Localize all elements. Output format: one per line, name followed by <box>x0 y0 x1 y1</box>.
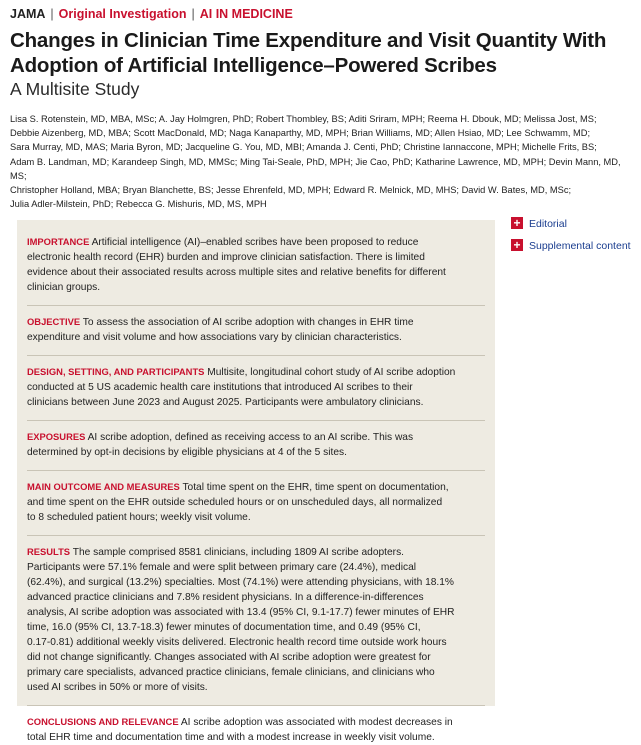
section-text: conducted at 5 US academic health care institutions that introduced AI scribes to their <box>27 382 413 393</box>
editorial-link-label: Editorial <box>529 218 567 230</box>
abstract-line <box>27 495 485 510</box>
section-text: and time spent on the EHR outside scheduled hours or on unscheduled days, all normalized <box>27 497 443 508</box>
section-divider <box>27 535 485 536</box>
author-line: Christopher Holland, MBA; Bryan Blanchette, BS; Jesse Ehrenfeld, MD, MPH; Edward R. Melnick, MD, MHS; David W. Bates, MD, MSc; <box>10 185 572 196</box>
abstract-line <box>27 650 485 665</box>
abstract-line <box>27 364 485 380</box>
section-heading: OBJECTIVE <box>27 316 81 327</box>
plus-icon: + <box>511 239 523 251</box>
section-divider <box>27 705 485 706</box>
header-separator: | <box>191 7 195 21</box>
section-text: electronic health record (EHR) burden and improve clinician satisfaction. There is limited <box>27 252 425 263</box>
author-line: Debbie Aizenberg, MD, MBA; Scott MacDonald, MD; Naga Kanaparthy, MD, MPH; Brian Williams, MD; Allen Hsiao, MD; Lee Schwamm, MD; <box>10 128 591 139</box>
section-text: Participants were 57.1% female and were split between primary care (24.4%), medical <box>27 562 417 573</box>
article-title: Changes in Clinician Time Expenditure and Visit Quantity With Adoption of Artificial Intelligence–Powered Scribes <box>10 29 607 77</box>
abstract-line <box>27 665 485 680</box>
abstract-line <box>27 560 485 575</box>
abstract-line <box>27 479 485 495</box>
abstract-section-main-outcome-and-measures <box>27 479 485 525</box>
section-text: clinician groups. <box>27 282 101 293</box>
abstract-section-results <box>27 544 485 695</box>
abstract-line <box>27 544 485 560</box>
section-text: clinicians between June 2023 and August 2025. Participants were ambulatory clinicians. <box>27 397 424 408</box>
section-text: To assess the association of AI scribe adoption with changes in EHR time <box>82 317 414 328</box>
section-text: AI scribe adoption, defined as receiving access to an AI scribe. This was <box>87 432 414 443</box>
section-text: analysis, AI scribe adoption was associated with 13.4 (95% CI, 9.1-17.7) fewer minutes of EHR <box>27 607 455 618</box>
abstract-section-objective <box>27 314 485 345</box>
abstract-line <box>27 445 485 460</box>
author-line: Julia Adler-Milstein, PhD; Rebecca G. Mishuris, MD, MS, MPH <box>10 199 267 210</box>
article-category: Original Investigation <box>58 7 187 21</box>
supplemental-link-label: Supplemental content <box>529 240 631 252</box>
section-text: used AI scribes in 50% or more of visits. <box>27 682 208 693</box>
section-divider <box>27 305 485 306</box>
section-heading: RESULTS <box>27 546 71 557</box>
abstract-line <box>27 635 485 650</box>
abstract-line <box>27 314 485 330</box>
abstract-box <box>17 220 495 743</box>
author-line: Lisa S. Rotenstein, MD, MBA, MSc; A. Jay Holmgren, PhD; Robert Thombley, BS; Aditi Sriram, MPH; Reema H. Dbouk, MD; Melissa Jost, MS; <box>10 114 597 124</box>
abstract-line <box>27 395 485 410</box>
section-text: 0.17-0.81) additional weekly visits delivered. Electronic health record time outside work hours <box>27 637 447 648</box>
abstract-line <box>27 590 485 605</box>
journal-header <box>10 6 293 22</box>
section-text: The sample comprised 8581 clinicians, including 1809 AI scribe adopters. <box>72 547 404 558</box>
section-text: Artificial intelligence (AI)–enabled scribes have been proposed to reduce <box>91 237 419 248</box>
abstract-section-importance <box>27 234 485 295</box>
section-heading: CONCLUSIONS AND RELEVANCE <box>27 716 179 727</box>
article-subtitle: A Multisite Study <box>10 79 140 99</box>
abstract-line <box>27 620 485 635</box>
author-line: Adam B. Landman, MD; Karandeep Singh, MD, MMSc; Ming Tai-Seale, PhD, MPH; Jie Cao, PhD; Katharine Lawrence, MD, MPH; Devin Mann, MD, MS; <box>10 156 621 181</box>
abstract-line <box>27 380 485 395</box>
section-text: advanced practice clinicians and 7.8% resident physicians. In a difference-in-differences <box>27 592 424 603</box>
section-text: expenditure and visit volume and how associations vary by clinician characteristics. <box>27 332 402 343</box>
section-text: Total time spent on the EHR, time spent on documentation, <box>182 482 449 493</box>
plus-icon: + <box>511 217 523 229</box>
editorial-link[interactable] <box>511 217 636 231</box>
abstract-line <box>27 714 485 730</box>
section-heading: IMPORTANCE <box>27 236 90 247</box>
abstract-line <box>27 280 485 295</box>
section-text: (62.4%), and surgical (13.2%) specialties. Most (74.1%) were attending physicians, with 18.1% <box>27 577 454 588</box>
section-text: determined by opt-in decisions by eligible physicians at 4 of the 5 sites. <box>27 447 347 458</box>
section-text: did not change significantly. Changes associated with AI scribe adoption were greatest for <box>27 652 431 663</box>
section-heading: EXPOSURES <box>27 431 86 442</box>
author-list <box>10 112 635 211</box>
abstract-line <box>27 730 485 745</box>
section-text: Multisite, longitudinal cohort study of AI scribe adoption <box>207 367 456 378</box>
abstract-line <box>27 330 485 345</box>
abstract-line <box>27 680 485 695</box>
header-separator: | <box>50 7 54 21</box>
section-text: total EHR time and documentation time and with a modest increase in weekly visit volume. <box>27 732 435 743</box>
section-text: evidence about their associated results across multiple sites and relative benefits for different <box>27 267 446 278</box>
abstract-line <box>27 265 485 280</box>
abstract-section-conclusions-and-relevance <box>27 714 485 745</box>
section-divider <box>27 470 485 471</box>
abstract-line <box>27 575 485 590</box>
abstract-line <box>27 510 485 525</box>
author-line: Sara Murray, MD, MAS; Maria Byron, MD; Jacqueline G. You, MD, MBI; Amanda J. Centi, PhD; Christine Iannaccone, MPH; Michelle Frits, BS; <box>10 142 597 153</box>
section-divider <box>27 355 485 356</box>
section-heading: MAIN OUTCOME AND MEASURES <box>27 481 180 492</box>
abstract-line <box>27 250 485 265</box>
journal-name: JAMA <box>10 7 46 21</box>
section-text: time, 16.0 (95% CI, 13.7-18.3) fewer minutes of documentation time, and 0.49 (95% CI, <box>27 622 421 633</box>
section-text: to 8 scheduled patient hours; weekly visit volume. <box>27 512 251 523</box>
section-heading: DESIGN, SETTING, AND PARTICIPANTS <box>27 366 205 377</box>
abstract-line <box>27 605 485 620</box>
abstract-line <box>27 429 485 445</box>
abstract-line <box>27 234 485 250</box>
abstract-section-design-setting-and-participants <box>27 364 485 410</box>
section-text: primary care specialists, advanced practice clinicians, female clinicians, and clinicians who <box>27 667 435 678</box>
article-topic: AI IN MEDICINE <box>199 7 293 21</box>
supplemental-content-link[interactable] <box>511 239 636 253</box>
abstract-section-exposures <box>27 429 485 460</box>
section-divider <box>27 420 485 421</box>
section-text: AI scribe adoption was associated with modest decreases in <box>180 717 453 728</box>
